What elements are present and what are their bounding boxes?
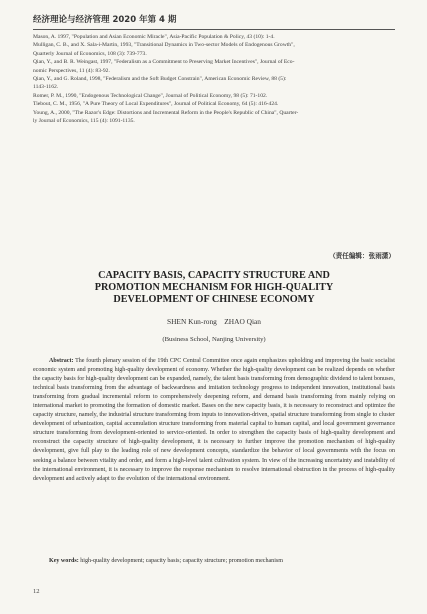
reference-list	[33, 33, 395, 125]
reference-continuation: nomic Perspectives, 11 (4): 83-92.	[33, 67, 110, 74]
reference-item	[33, 75, 395, 92]
title-line: DEVELOPMENT OF CHINESE ECONOMY	[113, 294, 315, 306]
article-title	[33, 270, 395, 307]
abstract-label: Abstract:	[49, 358, 74, 364]
reference-line: Tiebout, C. M., 1956, "A Pure Theory of Local Expenditures", Journal of Political Economy, 64 (5): 416-424.	[33, 101, 279, 108]
reference-item	[33, 92, 395, 100]
header-rule	[33, 29, 395, 30]
running-header: 经济理论与经济管理 2020 年第 4 期	[33, 15, 177, 25]
keywords-label: Key words:	[49, 558, 79, 564]
reference-continuation: 1143-1162.	[33, 84, 59, 91]
reference-line: Qian, Y., and G. Roland, 1998, "Federalism and the Soft Budget Constrain", American Economic Review, 88 (5):	[33, 76, 287, 83]
title-line: PROMOTION MECHANISM FOR HIGH-QUALITY	[94, 282, 334, 294]
keywords-text: high-quality development; capacity basis; capacity structure; promotion mechanism	[78, 558, 283, 564]
reference-line: Qian, Y., and B. R. Weingast, 1997, "Federalism as a Commitment to Preserving Market Incentives", Journal of Eco-	[33, 59, 295, 66]
author-affiliation: (Business School, Nanjing University)	[162, 336, 266, 343]
reference-item	[33, 41, 395, 58]
reference-line: Mulligan, C. B., and X. Sala-i-Martin, 1993, "Transitional Dynamics in Two-sector Models of Endogenous Growth",	[33, 42, 295, 49]
reference-continuation: Quarterly Journal of Economics, 108 (3): 739-773.	[33, 50, 147, 57]
reference-item	[33, 109, 395, 126]
abstract-text: The fourth plenary session of the 19th CPC Central Committee once again emphasizes upholding and improving the basic socialist economic system and promoting high-quality development of economy. Whether the high-quality development can be realized depends on whether the capacity basis for high-quality development can be expanded, namely, the talent basis transforming from demographic dividend to talent bonuses, technical basis transforming from the advantage of backwardness and imitation technology progress to independent innovation, institutional basis transforming from gradual incremental reform to comprehensively deepening reform, and demand basis transforming from mainly relying on international market to promoting the formation of domestic market. Bases on the new capacity basis, it is necessary to reconstruct and optimize the capacity structure, namely, the industrial structure transforming from inputs to innovation-driven, spatial structure transforming from single to cluster development of urbanization, capital accumulation structure transforming from material capital to human capital, and local government governance structure transforming from development-oriented to service-oriented. In order to strengthen the capacity basis of high-quality development and reconstruct the capacity structure of high-quality development, it is necessary to further improve the promotion mechanism of high-quality development, give full play to the leading role of new development concepts, standardize the behavior of local governments with the focus on seeking a balance between vitality and order, and form a high-level talent cultivation system. In view of the increasing uncertainty and instability of the international environment, it is necessary to improve the response mechanism to resolve international obstruction in the process of high-quality development and actively adapt to the evolution of the international environment.	[33, 358, 395, 482]
title-line: CAPACITY BASIS, CAPACITY STRUCTURE AND	[98, 270, 330, 281]
reference-line: Young, A., 2000, "The Razor's Edge: Distortions and Incremental Reform in the People's Republic of China", Quarter-	[33, 109, 299, 116]
reference-line: Romer, P. M., 1990, "Endogenous Technological Change", Journal of Political Economy, 98 (5): 71-102.	[33, 92, 268, 99]
reference-line: Mason, A. 1997, "Population and Asian Economic Miracle", Asia-Pacific Population & Policy, 43 (10): 1-4.	[33, 34, 275, 40]
reference-item	[33, 58, 395, 75]
reference-item	[33, 33, 395, 41]
author-names: SHEN Kun-rong ZHAO Qian	[166, 317, 261, 326]
page-number: 12	[33, 588, 40, 595]
keywords-line	[33, 557, 395, 566]
reference-continuation: ly Journal of Economics, 115 (4): 1091-1135.	[33, 118, 135, 125]
reference-item	[33, 100, 395, 108]
abstract-paragraph	[33, 357, 395, 484]
responsible-editor-note: （责任编辑：张雨潇）	[329, 252, 395, 260]
